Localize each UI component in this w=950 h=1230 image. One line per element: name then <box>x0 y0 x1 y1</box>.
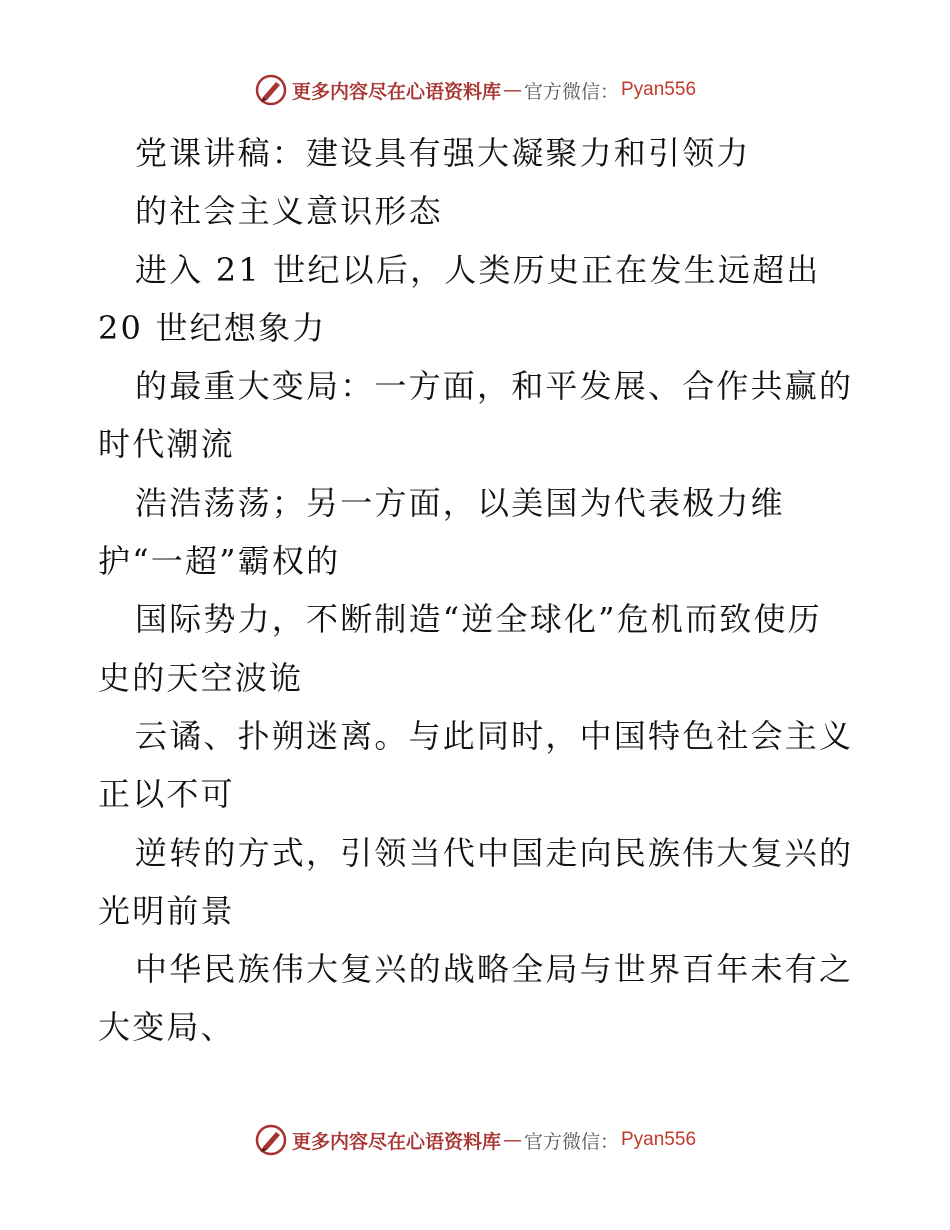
doc-line: 大变局、 <box>98 1008 235 1047</box>
doc-line: 国际势力，不断制造“逆全球化”危机而致使历 <box>135 600 822 639</box>
doc-line: 党课讲稿：建设具有强大凝聚力和引领力 <box>135 134 751 172</box>
pen-logo-icon <box>254 1123 288 1157</box>
doc-line: 云谲、扑朔迷离。与此同时，中国特色社会主义 <box>135 716 854 755</box>
doc-line: 的社会主义意识形态 <box>135 192 443 231</box>
banner-account: Pyan556 <box>621 79 697 100</box>
banner-wechat-label: 官方微信： <box>523 1130 619 1153</box>
doc-line: 护“一超”霸权的 <box>98 542 341 581</box>
doc-line: 逆转的方式，引领当代中国走向民族伟大复兴的 <box>135 833 854 872</box>
pen-logo-icon <box>254 73 288 107</box>
doc-line: 时代潮流 <box>98 425 235 464</box>
doc-line: 中华民族伟大复兴的战略全局与世界百年未有之 <box>135 950 854 989</box>
banner-brand: 更多内容尽在心语资料库 <box>291 80 501 103</box>
doc-line: 史的天空波诡 <box>98 658 304 697</box>
doc-line: 浩浩荡荡；另一方面，以美国为代表极力维 <box>135 483 785 522</box>
doc-line: 的最重大变局：一方面，和平发展、合作共赢的 <box>135 367 854 406</box>
document-body <box>98 124 858 1057</box>
banner-wechat-label: 官方微信： <box>523 80 619 103</box>
doc-line: 正以不可 <box>98 775 235 814</box>
doc-line: 进入 21 世纪以后，人类历史正在发生远超出 <box>135 250 821 289</box>
footer-banner <box>0 1120 950 1160</box>
header-banner <box>0 70 950 110</box>
doc-line: 20 世纪想象力 <box>98 308 327 347</box>
banner-separator: — <box>502 1129 522 1151</box>
banner-separator: — <box>502 79 522 101</box>
banner-account: Pyan556 <box>621 1129 697 1150</box>
banner-brand: 更多内容尽在心语资料库 <box>291 1130 501 1153</box>
doc-line: 光明前景 <box>98 891 235 930</box>
